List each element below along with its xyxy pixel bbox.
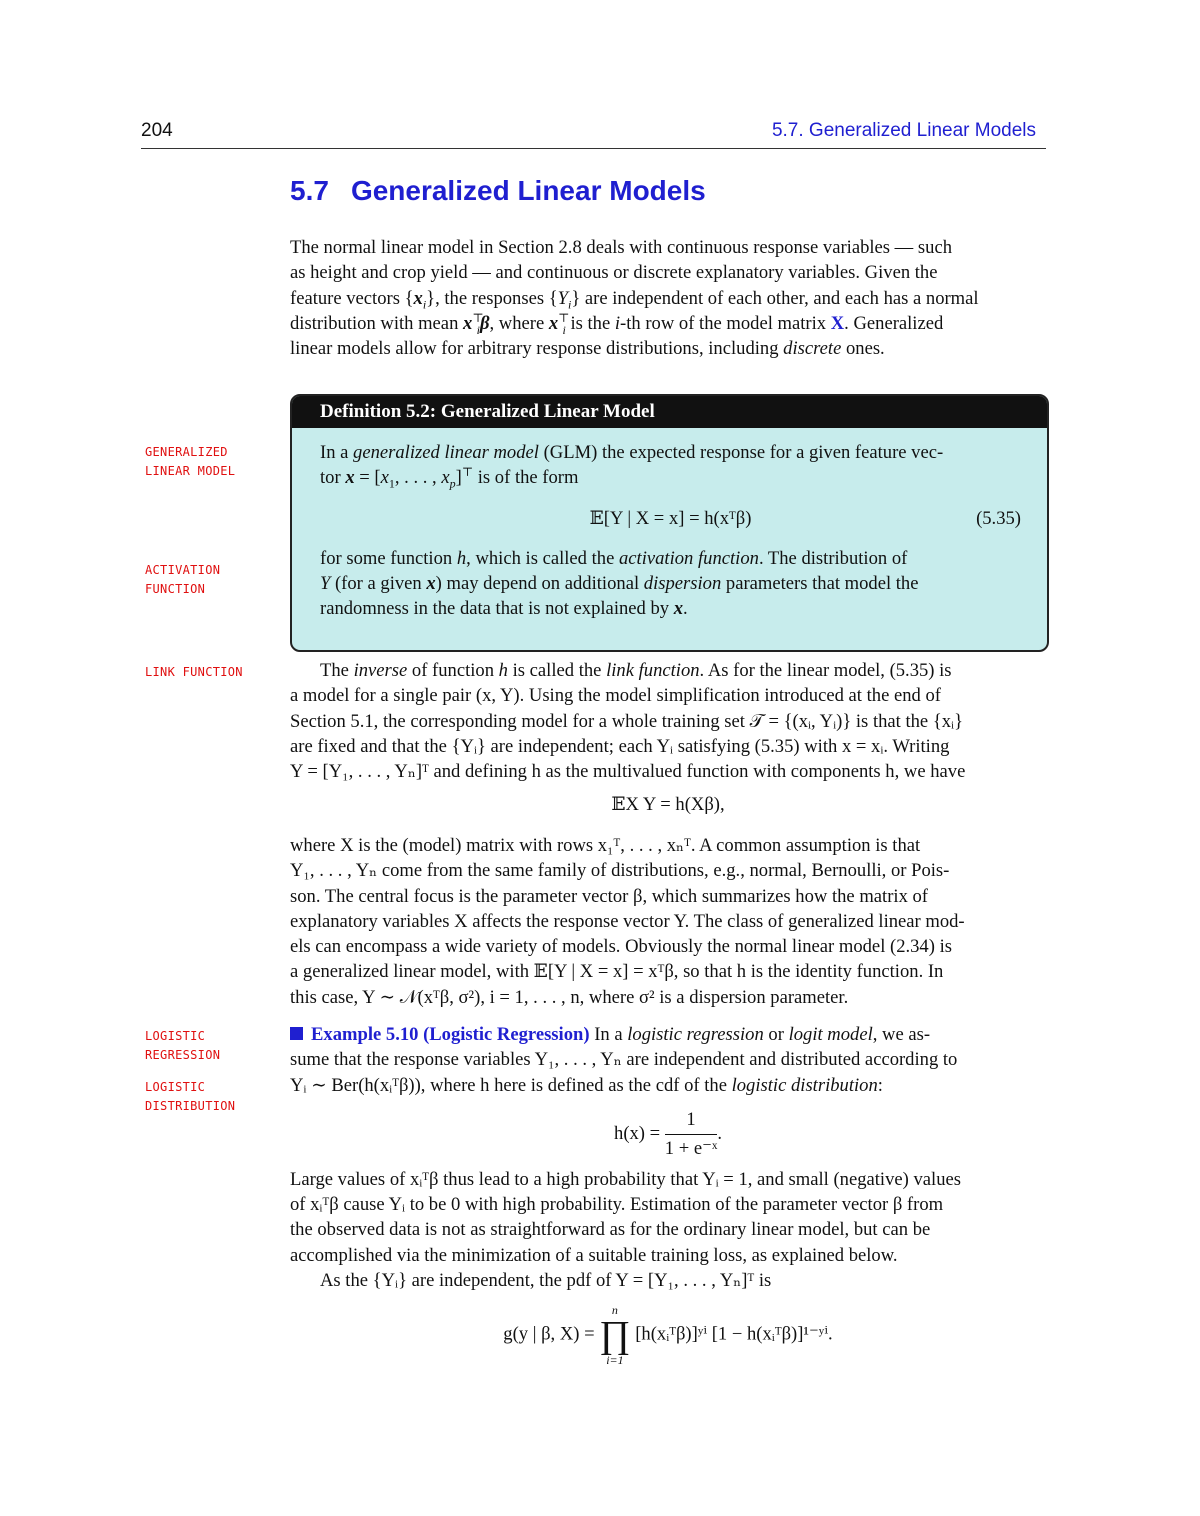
definition-box <box>290 394 1049 652</box>
intro-paragraph <box>290 235 1046 361</box>
likelihood-equation: g(y | β, X) = n ∏ i=1 [h(xᵢᵀβ)]ʸⁱ [1 − h(xᵢᵀβ)]¹⁻ʸⁱ. <box>503 1303 833 1368</box>
product-symbol: n ∏ i=1 <box>599 1303 631 1368</box>
text-line: linear models allow for arbitrary response distributions, including discrete ones. <box>290 338 885 360</box>
text-line: feature vectors $\{x_i\}$, the responses $\{Y_i\}$ are independent of each other, and each has a normal <box>290 287 979 312</box>
example-marker-icon <box>290 1027 303 1040</box>
margin-note-link-function: LINK FUNCTION <box>145 665 243 679</box>
page-number: 204 <box>141 120 173 141</box>
margin-note-logistic-distribution: LOGISTIC DISTRIBUTION <box>145 1080 236 1113</box>
section-title <box>290 175 706 207</box>
running-head: 5.7. Generalized Linear Models <box>771 120 1036 141</box>
multivalued-equation: 𝔼X Y = h(Xβ), <box>611 794 725 816</box>
margin-note-activation-function: ACTIVATION FUNCTION <box>145 563 221 596</box>
definition-title: Definition 5.2: Generalized Linear Model <box>292 396 1047 428</box>
section-title-text: Generalized Linear Models <box>350 175 706 206</box>
text-line: The normal linear model in Section 2.8 deals with continuous response variables — such <box>290 237 952 258</box>
text-line: distribution with mean $x^⊤_i\beta$, where $x^⊤_i$ is the i-th row of the model matrix X. Generalized <box>290 310 944 337</box>
definition-body: In a generalized linear model (GLM) the expected response for a given feature vec- tor $x = [x_1$, . . . , $x_p]^⊤$ is of the form 𝔼[Y | X = x] = h(xᵀβ) (5.35) for some function h, which is called the activation function. The distribution of Y (for a given x) may depend on additional dispersion parameters that model the randomness in the data that is not explained by x. <box>320 442 1021 620</box>
equation-5-35: 𝔼[Y | X = x] = h(xᵀβ) (5.35) <box>320 506 1021 531</box>
text-line: as height and crop yield — and continuous or discrete explanatory variables. Given the <box>290 262 938 284</box>
equation-number: (5.35) <box>976 507 1021 529</box>
margin-note-logistic-regression: LOGISTIC REGRESSION <box>145 1029 221 1062</box>
margin-note-glm: GENERALIZED LINEAR MODEL <box>145 445 236 478</box>
logistic-cdf-equation: h(x) = $\frac{1}{\text{1 + e⁻ˣ}}$ . <box>614 1108 722 1159</box>
link-function-paragraph: The inverse of function h is called the link function. As for the linear model, (5.35) is a model for a single pair (x, Y). Using the model simplification introduced at the end of Section 5.1, the corresponding model for a whole training set 𝒯 = {(xᵢ, Yᵢ)} is that the {xᵢ} are fixed and that the {Yᵢ} are independent; each Yᵢ satisfying (5.35) with x = xᵢ. Writing Y = [Y₁, . . . , Yₙ]ᵀ and defining h as the multivalued function with components h, we have 𝔼X Y = h(Xβ), <box>290 658 1046 826</box>
example-label: Example 5.10 (Logistic Regression) <box>311 1024 590 1045</box>
glm-discussion-paragraph: where X is the (model) matrix with rows x₁ᵀ, . . . , xₙᵀ. A common assumption is that Y₁, . . . , Yₙ come from the same family of distributions, e.g., normal, Bernoulli, or Pois- son. The central focus is the parameter vector β, which summarizes how the matrix of explanatory variables X affects the response vector Y. The class of generalized linear mod- els can encompass a wide variety of models. Obviously the normal linear model (2.34) is a generalized linear model, with 𝔼[Y | X = x] = xᵀβ, so that h is the identity function. In this case, Y ∼ 𝒩(xᵀβ, σ²), i = 1, . . . , n, where σ² is a dispersion parameter. <box>290 835 965 1008</box>
page-header <box>141 118 1046 149</box>
section-number: 5.7 <box>290 175 329 206</box>
example-5-10: Example 5.10 (Logistic Regression) In a logistic regression or logit model, we as- sume that the response variables Y₁, . . . , Yₙ are independent and distributed according to Yᵢ ∼ Ber(h(xᵢᵀβ)), where h here is defined as the cdf of the logistic distribution: h(x) = $\frac{1}{\text{1 + e⁻ˣ}}$ . Large values of xᵢᵀβ thus lead to a high probability that Yᵢ = 1, and small (negative) values of xᵢᵀβ cause Yᵢ to be 0 with high probability. Estimation of the parameter vector β from the observed data is not as straightforward as for the ordinary linear model, but can be accomplished via the minimization of a suitable training loss, as explained below. As the {Yᵢ} are independent, the pdf of Y = [Y₁, . . . , Yₙ]ᵀ is g(y | β, X) = n ∏ i=1 [h(xᵢᵀβ)]ʸⁱ [1 − h(xᵢᵀβ)]¹⁻ʸⁱ. <box>290 1022 1046 1367</box>
